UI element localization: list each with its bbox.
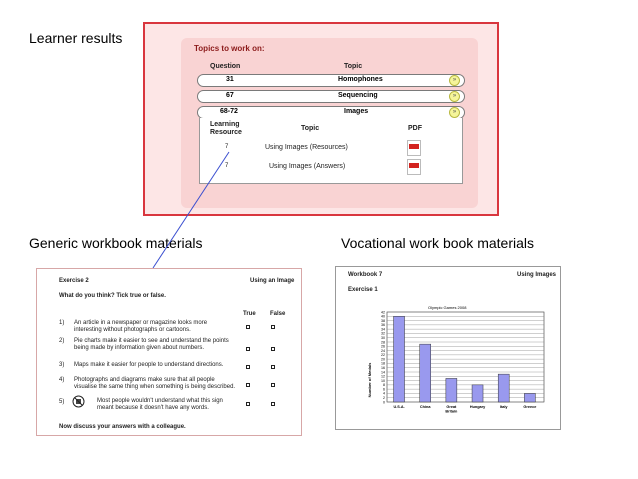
chart-bar [446,378,457,402]
resource-link-resources[interactable]: Using Images (Resources) [265,144,348,151]
topic-row-topic: Homophones [338,76,383,83]
chart-x-tick-label: Great [446,405,457,409]
caption-generic-workbook: Generic workbook materials [29,235,203,251]
true-checkbox[interactable] [246,325,250,329]
generic-heading-right: Using an Image [250,278,295,284]
topic-row-question: 67 [226,92,234,99]
chart-x-tick-label: Italy [499,405,508,409]
chart-y-tick-label: 20 [381,357,385,362]
false-checkbox[interactable] [271,383,275,387]
statement-text: being made by information given about numbers. [74,345,205,351]
medal-bar-chart [335,300,561,426]
chart-y-tick-label: 36 [381,323,385,328]
collapse-chevron-icon[interactable]: » [449,107,460,118]
chart-y-tick-label: 32 [381,331,385,336]
col-pdf-header: PDF [408,125,422,132]
statement-text: Pie charts make it easier to see and understand the points [74,338,229,344]
chart-y-tick-label: 14 [381,370,385,375]
chart-y-tick-label: 6 [383,387,385,392]
col-true-header: True [243,311,256,317]
vocational-title: Workbook 7 [348,272,383,278]
topic-row-question: 68-72 [220,108,238,115]
chart-y-tick-label: 24 [381,348,385,353]
false-checkbox[interactable] [271,325,275,329]
no-phone-sign-icon [72,395,85,408]
true-checkbox[interactable] [246,365,250,369]
chart-y-tick-label: 12 [381,374,385,379]
chart-x-tick-label: Greece [523,405,537,409]
col-false-header: False [270,311,286,317]
chart-y-tick-label: 30 [381,336,385,341]
generic-prompt: What do you think? Tick true or false. [59,293,166,299]
resource-link-answers[interactable]: Using Images (Answers) [269,163,346,170]
chart-bar [498,374,509,402]
chart-y-tick-label: 26 [381,344,385,349]
statement-text: interesting without photographs or cartoons. [74,327,191,333]
false-checkbox[interactable] [271,402,275,406]
chart-plot-area [387,312,544,402]
vocational-exercise-label: Exercise 1 [348,287,378,293]
col-question-header: Question [210,63,241,70]
chart-y-axis-label: Number of Medals [367,362,372,398]
statement-number: 1) [59,320,65,326]
chart-y-tick-label: 42 [381,310,385,315]
chart-x-tick-label: U.S.A. [393,405,405,409]
chart-x-tick-label: Britain [445,409,458,414]
chart-y-tick-label: 16 [381,366,385,371]
vocational-heading-right: Using Images [517,272,557,278]
chart-y-tick-label: 34 [381,327,385,332]
statement-text: Photographs and diagrams make sure that all people [74,377,215,383]
caption-vocational-workbook: Vocational work book materials [341,235,534,251]
chart-y-tick-label: 18 [381,361,385,366]
topic-row-topic: Sequencing [338,92,378,99]
generic-exercise-label: Exercise 2 [59,278,89,284]
chart-y-tick-label: 28 [381,340,385,345]
chart-bar [420,344,431,402]
resource-number: 7 [225,163,229,169]
chart-bar [524,393,535,402]
statement-text: An article in a newspaper or magazine looks more [74,320,208,326]
chart-title: Olympic Games 2008 [428,305,467,310]
col-resource-header: Resource [210,129,242,136]
chart-x-tick-label: China [419,405,431,409]
statement-number: 3) [59,362,65,368]
chart-y-tick-label: 4 [383,391,385,396]
chart-y-tick-label: 2 [383,396,385,401]
statement-text: Maps make it easier for people to understand directions. [74,362,224,368]
col-topic-header: Topic [344,63,363,70]
true-checkbox[interactable] [246,402,250,406]
false-checkbox[interactable] [271,365,275,369]
chart-y-tick-label: 22 [381,353,385,358]
chart-y-tick-label: 40 [381,314,385,319]
chart-bar [472,385,483,402]
topic-row-topic: Images [344,108,369,115]
chart-y-tick-label: 38 [381,318,385,323]
col-resource-topic-header: Topic [301,125,320,132]
col-learning-header: Learning [210,121,240,128]
statement-text: meant because it doesn't have any words. [97,405,209,411]
topic-row-question: 31 [226,76,234,83]
statement-number: 4) [59,377,65,383]
chart-bar [394,316,405,402]
false-checkbox[interactable] [271,347,275,351]
true-checkbox[interactable] [246,383,250,387]
statement-text: Most people wouldn't understand what this sign [97,398,223,404]
resource-number: 7 [225,144,229,150]
generic-footer: Now discuss your answers with a colleague. [59,424,186,430]
statement-text: visualise the same thing when something is being described. [74,384,236,390]
topics-title: Topics to work on: [194,44,265,53]
chart-y-tick-label: 10 [381,378,385,383]
chart-y-tick-label: 0 [383,400,385,405]
expand-chevron-icon[interactable]: » [449,75,460,86]
caption-learner-results: Learner results [29,30,123,46]
true-checkbox[interactable] [246,347,250,351]
chart-x-tick-label: Hungary [469,405,486,409]
expand-chevron-icon[interactable]: » [449,91,460,102]
chart-y-tick-label: 8 [383,383,385,388]
statement-number: 2) [59,338,65,344]
statement-number: 5) [59,399,65,405]
